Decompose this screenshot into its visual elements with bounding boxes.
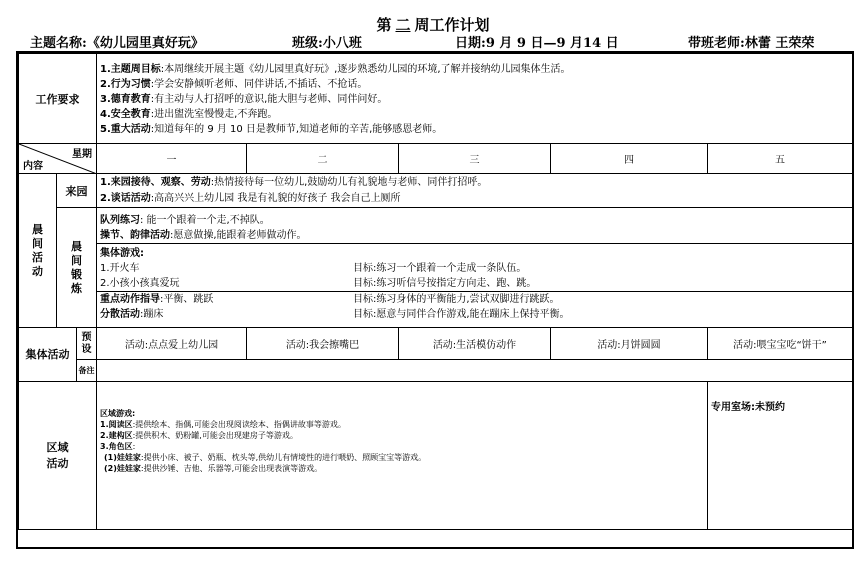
arrival-line: 1.来园接待、观察、劳动:热情接待每一位幼儿,鼓励幼儿有礼貌地与老师、同伴打招呼。 <box>100 176 488 188</box>
teacher-header: 带班老师:林蕾 王荣荣 <box>688 36 815 51</box>
queue-rhythm-block <box>97 213 852 244</box>
area-activity-row <box>19 382 853 530</box>
weekday-tuesday: 二 <box>247 144 399 174</box>
plan-table-frame <box>16 51 854 549</box>
req-item: 2.行为习惯:学会安静倾听老师、同伴讲话,不插话、不抢话。 <box>100 79 368 90</box>
area-games-title: 区域游戏: <box>100 409 136 418</box>
group-games-block <box>97 244 852 292</box>
class-header: 班级:小八班 <box>292 36 362 51</box>
date-header: 日期:9 月 9 日—9 月14 日 <box>455 36 619 51</box>
content-corner-label: 内容 <box>23 161 43 172</box>
special-room-cell: 专用室场:未预约 <box>708 382 853 530</box>
split-activity-line: 分散活动:蹦床 目标:愿意与同伴合作游戏,能在蹦床上保持平衡。 <box>100 309 570 320</box>
weekday-wednesday: 三 <box>399 144 551 174</box>
games-heading: 集体游戏: <box>100 248 144 259</box>
group-activity-label: 集体活动 <box>19 328 77 382</box>
morning-activity-label: 晨间活动 <box>19 174 57 328</box>
rhythm-line: 操节、韵律活动:愿意做操,能跟着老师做动作。 <box>100 230 307 241</box>
area-game-line: 2.建构区:提供积木、奶粉罐,可能会出现建房子等游戏。 <box>100 431 298 440</box>
weekday-header-row <box>19 144 853 174</box>
exercise-label: 晨间锻炼 <box>57 208 97 328</box>
game-item: 1.开火车 目标:练习一个跟着一个走成一条队伍。 <box>100 263 527 274</box>
queue-line: 队列练习: 能一个跟着一个走,不掉队。 <box>100 215 270 226</box>
note-label: 备注 <box>77 360 97 382</box>
arrival-content <box>97 174 853 208</box>
area-games-content <box>97 382 708 530</box>
area-game-line: 3.角色区: <box>100 442 136 451</box>
area-activity-label: 区域活动 <box>19 382 97 530</box>
area-game-line: (2)娃娃家:提供沙锤、吉他、乐器等,可能会出现表演等游戏。 <box>104 464 323 473</box>
weekday-thursday: 四 <box>551 144 708 174</box>
req-item: 5.重大活动:知道每年的 9 月 10 日是教师节,知道老师的辛苦,能够感恩老师。 <box>100 124 443 135</box>
page-title: 第 二 周工作计划 <box>376 16 490 34</box>
weekday-monday: 一 <box>97 144 247 174</box>
key-action-line: 重点动作指导:平衡、跳跃 目标:练习身体的平衡能力,尝试双脚进行跳跃。 <box>100 294 560 305</box>
arrival-label: 来园 <box>57 174 97 208</box>
group-activity-note-row <box>19 360 853 382</box>
weekly-plan-table <box>18 53 853 530</box>
weekday-corner-label: 星期 <box>72 149 92 160</box>
work-requirements-label: 工作要求 <box>19 54 97 144</box>
game-item: 2.小孩小孩真爱玩 目标:练习听信号按指定方向走、跑、跳。 <box>100 278 537 289</box>
area-game-line: (1)娃娃家:提供小床、被子、奶瓶、枕头等,供幼儿有情境性的进行喂奶、照顾宝宝等游戏。 <box>104 453 427 462</box>
req-item: 3.德育教育:有主动与人打招呼的意识,能大胆与老师、同伴问好。 <box>100 94 388 105</box>
req-item: 4.安全教育:进出盥洗室慢慢走,不奔跑。 <box>100 109 278 120</box>
weekday-friday: 五 <box>708 144 853 174</box>
theme-header: 主题名称:《幼儿园里真好玩》 <box>30 36 204 51</box>
group-activity-tuesday: 活动:我会擦嘴巴 <box>247 328 399 360</box>
week-number: 二 <box>395 16 411 34</box>
work-requirements-row <box>19 54 853 144</box>
work-requirements-content <box>97 54 853 144</box>
note-content <box>97 360 853 382</box>
req-item: 1.主题周目标:本周继续开展主题《幼儿园里真好玩》,逐步熟悉幼儿园的环境,了解并接纳幼儿园集体生活。 <box>100 64 571 75</box>
group-activity-thursday: 活动:月饼圆圆 <box>551 328 708 360</box>
area-game-line: 1.阅读区:提供绘本、指偶,可能会出现阅读绘本、指偶讲故事等游戏。 <box>100 420 346 429</box>
exercise-row <box>19 208 853 328</box>
plan-label: 预设 <box>77 328 97 360</box>
arrival-line: 2.谈话活动:高高兴兴上幼儿园 我是有礼貌的好孩子 我会自己上厕所 <box>100 192 401 204</box>
group-activity-friday: 活动:喂宝宝吃“饼干” <box>708 328 853 360</box>
group-activity-monday: 活动:点点爱上幼儿园 <box>97 328 247 360</box>
arrival-row <box>19 174 853 208</box>
exercise-content <box>97 208 853 328</box>
group-activity-wednesday: 活动:生活模仿动作 <box>399 328 551 360</box>
diagonal-header-cell <box>19 144 97 174</box>
group-activity-plan-row <box>19 328 853 360</box>
key-split-block <box>97 292 852 322</box>
